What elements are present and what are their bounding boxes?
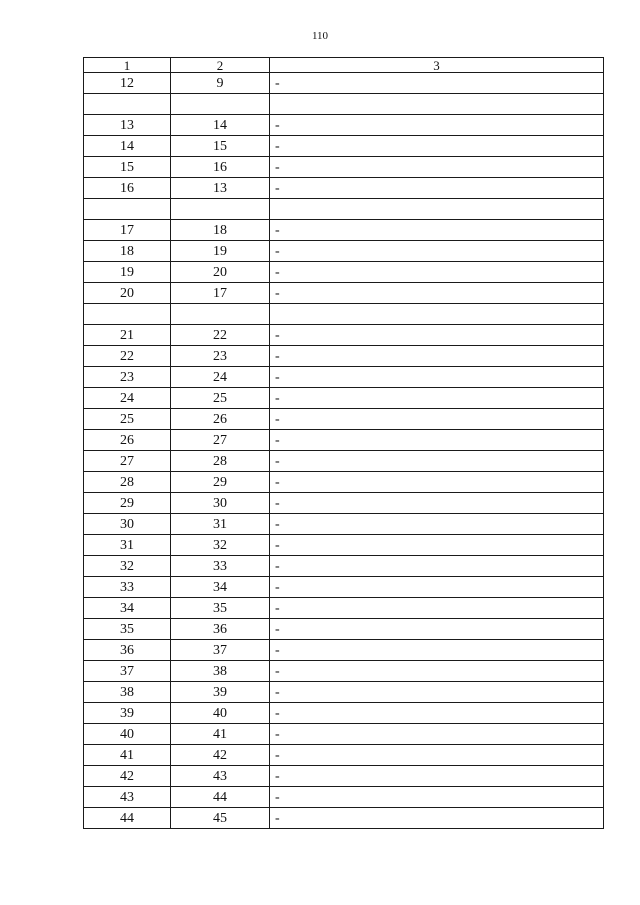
cell-col-2: 26 xyxy=(171,409,270,430)
cell-col-1: 42 xyxy=(84,766,171,787)
cell-col-3: - xyxy=(270,136,604,157)
table-row xyxy=(84,283,604,304)
cell-col-3: - xyxy=(270,367,604,388)
cell-col-2: 28 xyxy=(171,451,270,472)
cell-col-3: - xyxy=(270,661,604,682)
cell-col-2: 16 xyxy=(171,157,270,178)
cell-col-1: 32 xyxy=(84,556,171,577)
cell-col-3: - xyxy=(270,682,604,703)
table-row xyxy=(84,304,604,325)
cell-col-1 xyxy=(84,199,171,220)
cell-col-1: 43 xyxy=(84,787,171,808)
cell-col-1: 33 xyxy=(84,577,171,598)
cell-col-2: 24 xyxy=(171,367,270,388)
table-row xyxy=(84,136,604,157)
table-row xyxy=(84,199,604,220)
cell-col-2 xyxy=(171,94,270,115)
cell-col-2: 44 xyxy=(171,787,270,808)
cell-col-1: 24 xyxy=(84,388,171,409)
cell-col-3: - xyxy=(270,325,604,346)
table-row xyxy=(84,472,604,493)
cell-col-1: 17 xyxy=(84,220,171,241)
cell-col-3: - xyxy=(270,157,604,178)
cell-col-1: 39 xyxy=(84,703,171,724)
table-row xyxy=(84,514,604,535)
cell-col-1: 20 xyxy=(84,283,171,304)
cell-col-1: 35 xyxy=(84,619,171,640)
table-row xyxy=(84,73,604,94)
cell-col-2 xyxy=(171,304,270,325)
cell-col-2: 38 xyxy=(171,661,270,682)
cell-col-2: 17 xyxy=(171,283,270,304)
cell-col-1 xyxy=(84,304,171,325)
page-number: 110 xyxy=(311,30,329,42)
cell-col-3: - xyxy=(270,451,604,472)
cell-col-1: 12 xyxy=(84,73,171,94)
cell-col-2: 13 xyxy=(171,178,270,199)
cell-col-2: 20 xyxy=(171,262,270,283)
cell-col-1: 16 xyxy=(84,178,171,199)
table-row xyxy=(84,346,604,367)
cell-col-3: - xyxy=(270,346,604,367)
cell-col-3: - xyxy=(270,220,604,241)
cell-col-2: 45 xyxy=(171,808,270,829)
cell-col-2: 33 xyxy=(171,556,270,577)
cell-col-3: - xyxy=(270,787,604,808)
cell-col-1: 38 xyxy=(84,682,171,703)
cell-col-1: 18 xyxy=(84,241,171,262)
cell-col-1: 44 xyxy=(84,808,171,829)
cell-col-1: 37 xyxy=(84,661,171,682)
cell-col-3: - xyxy=(270,388,604,409)
cell-col-1: 13 xyxy=(84,115,171,136)
cell-col-1 xyxy=(84,94,171,115)
table-row xyxy=(84,682,604,703)
cell-col-1: 36 xyxy=(84,640,171,661)
table-row xyxy=(84,766,604,787)
cell-col-2: 39 xyxy=(171,682,270,703)
cell-col-3: - xyxy=(270,241,604,262)
cell-col-2 xyxy=(171,199,270,220)
table-row xyxy=(84,220,604,241)
cell-col-1: 21 xyxy=(84,325,171,346)
cell-col-1: 15 xyxy=(84,157,171,178)
cell-col-1: 28 xyxy=(84,472,171,493)
cell-col-2: 23 xyxy=(171,346,270,367)
table-row xyxy=(84,409,604,430)
cell-col-1: 27 xyxy=(84,451,171,472)
cell-col-3: - xyxy=(270,115,604,136)
cell-col-2: 25 xyxy=(171,388,270,409)
cell-col-2: 9 xyxy=(171,73,270,94)
cell-col-2: 14 xyxy=(171,115,270,136)
cell-col-3: - xyxy=(270,745,604,766)
cell-col-3: - xyxy=(270,262,604,283)
cell-col-2: 18 xyxy=(171,220,270,241)
table-header-row xyxy=(84,58,604,73)
cell-col-3: - xyxy=(270,472,604,493)
cell-col-3: - xyxy=(270,514,604,535)
table-row xyxy=(84,640,604,661)
table-row xyxy=(84,493,604,514)
table-row xyxy=(84,724,604,745)
cell-col-2: 31 xyxy=(171,514,270,535)
cell-col-2: 41 xyxy=(171,724,270,745)
cell-col-2: 30 xyxy=(171,493,270,514)
table-row xyxy=(84,262,604,283)
table-row xyxy=(84,787,604,808)
cell-col-1: 14 xyxy=(84,136,171,157)
cell-col-1: 31 xyxy=(84,535,171,556)
table-row xyxy=(84,661,604,682)
table-row xyxy=(84,598,604,619)
table-row xyxy=(84,178,604,199)
cell-col-1: 34 xyxy=(84,598,171,619)
cell-col-3: - xyxy=(270,409,604,430)
table-row xyxy=(84,577,604,598)
cell-col-2: 32 xyxy=(171,535,270,556)
table-row xyxy=(84,94,604,115)
cell-col-2: 27 xyxy=(171,430,270,451)
cell-col-2: 43 xyxy=(171,766,270,787)
cell-col-3: - xyxy=(270,619,604,640)
cell-col-2: 36 xyxy=(171,619,270,640)
table-row xyxy=(84,619,604,640)
cell-col-3: - xyxy=(270,598,604,619)
cell-col-2: 35 xyxy=(171,598,270,619)
cell-col-3: - xyxy=(270,283,604,304)
cell-col-1: 25 xyxy=(84,409,171,430)
cell-col-2: 34 xyxy=(171,577,270,598)
cell-col-1: 30 xyxy=(84,514,171,535)
cell-col-3: - xyxy=(270,703,604,724)
table-row xyxy=(84,241,604,262)
cell-col-1: 26 xyxy=(84,430,171,451)
table-row xyxy=(84,367,604,388)
cell-col-3: - xyxy=(270,640,604,661)
table-row xyxy=(84,451,604,472)
cell-col-3: - xyxy=(270,766,604,787)
cell-col-2: 22 xyxy=(171,325,270,346)
cell-col-1: 41 xyxy=(84,745,171,766)
table-row xyxy=(84,556,604,577)
cell-col-2: 19 xyxy=(171,241,270,262)
cell-col-2: 40 xyxy=(171,703,270,724)
table-body xyxy=(84,73,604,829)
cell-col-1: 22 xyxy=(84,346,171,367)
table-row xyxy=(84,325,604,346)
cell-col-3: - xyxy=(270,535,604,556)
table-row xyxy=(84,745,604,766)
column-header-2: 2 xyxy=(171,58,270,73)
cell-col-2: 15 xyxy=(171,136,270,157)
cell-col-1: 23 xyxy=(84,367,171,388)
cell-col-3: - xyxy=(270,724,604,745)
table-row xyxy=(84,535,604,556)
table-row xyxy=(84,115,604,136)
cell-col-2: 42 xyxy=(171,745,270,766)
cell-col-1: 29 xyxy=(84,493,171,514)
cell-col-3: - xyxy=(270,178,604,199)
cell-col-3 xyxy=(270,304,604,325)
cell-col-3: - xyxy=(270,73,604,94)
cell-col-3: - xyxy=(270,808,604,829)
table-row xyxy=(84,430,604,451)
data-table xyxy=(83,57,604,829)
table-row xyxy=(84,808,604,829)
cell-col-3: - xyxy=(270,493,604,514)
cell-col-3: - xyxy=(270,577,604,598)
column-header-1: 1 xyxy=(84,58,171,73)
cell-col-3 xyxy=(270,199,604,220)
cell-col-1: 40 xyxy=(84,724,171,745)
table-row xyxy=(84,703,604,724)
table-row xyxy=(84,388,604,409)
cell-col-3 xyxy=(270,94,604,115)
cell-col-2: 37 xyxy=(171,640,270,661)
cell-col-2: 29 xyxy=(171,472,270,493)
cell-col-3: - xyxy=(270,430,604,451)
cell-col-1: 19 xyxy=(84,262,171,283)
column-header-3: 3 xyxy=(270,58,604,73)
table-row xyxy=(84,157,604,178)
cell-col-3: - xyxy=(270,556,604,577)
